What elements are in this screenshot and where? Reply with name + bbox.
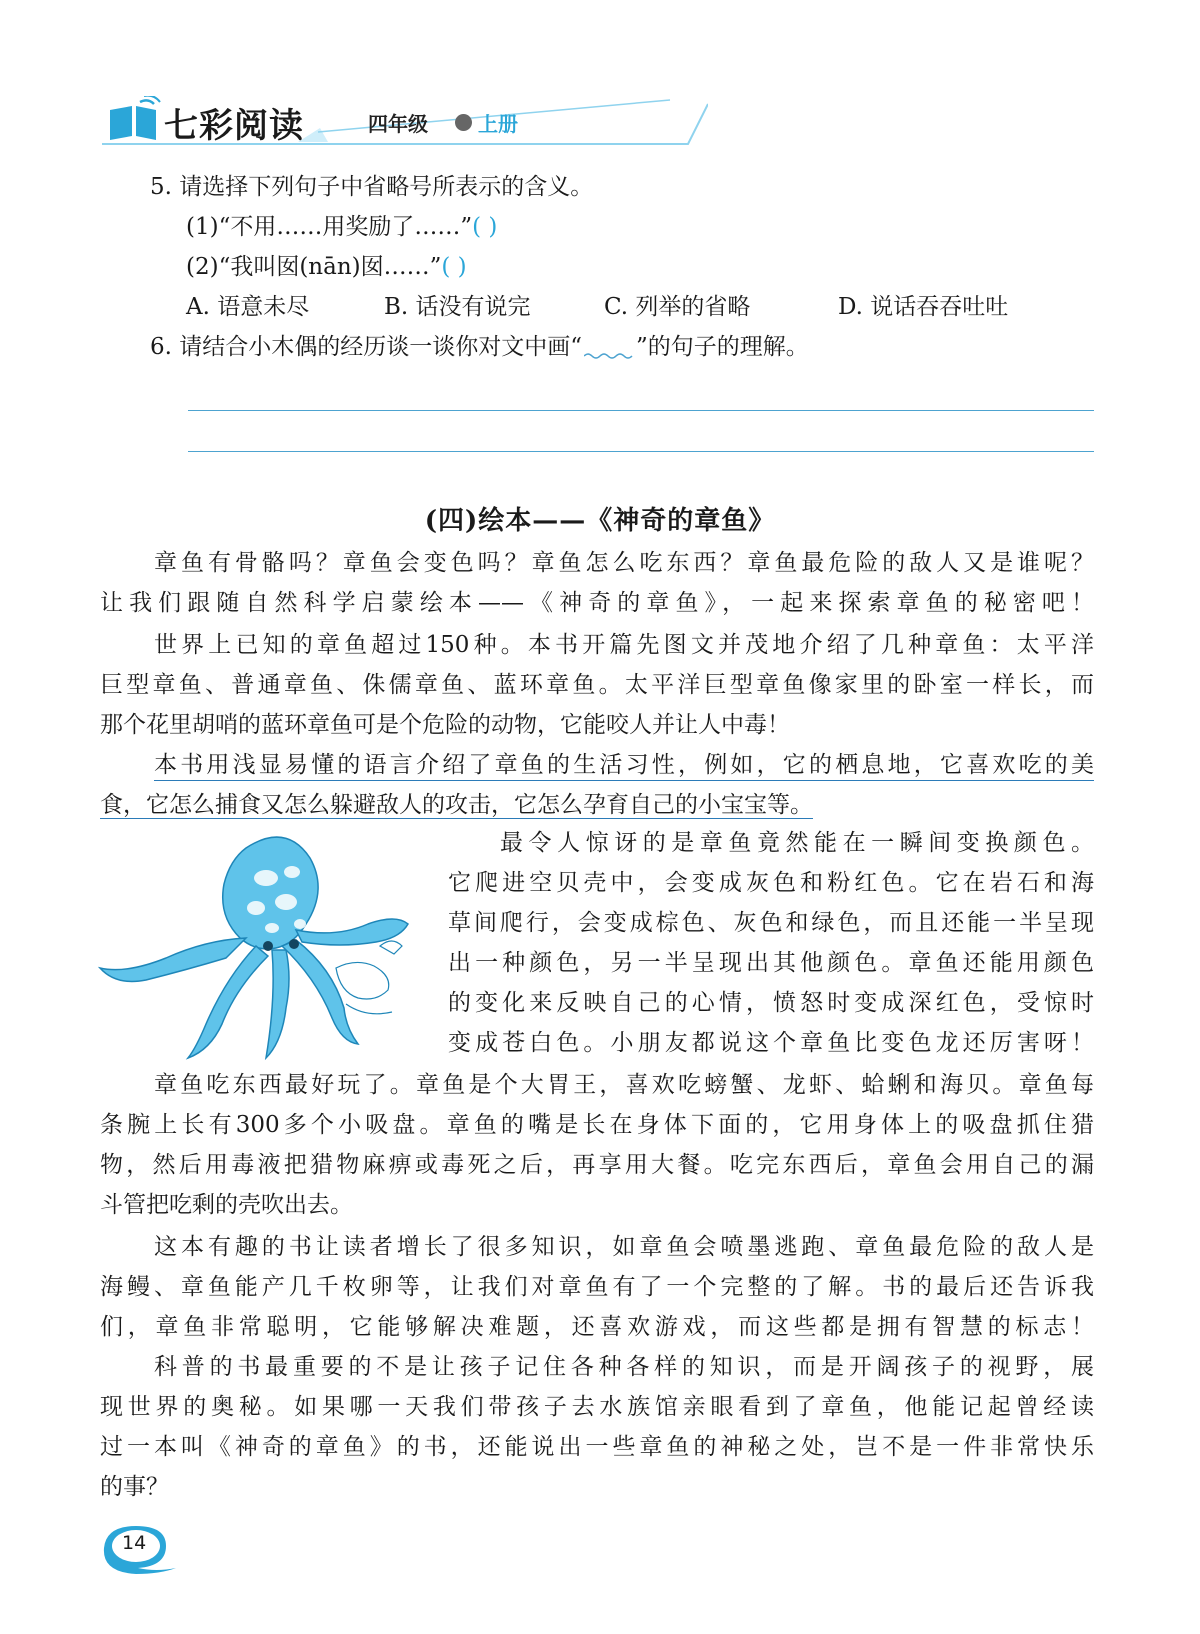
option-c: C. 列举的省略 [604,294,751,320]
passage-line: 现世界的奥秘。如果哪一天我们带孩子去水族馆亲眼看到了章鱼，他能记起曾经读 [100,1394,1094,1420]
question-5-item-1 [186,212,497,242]
passage-line: 草间爬行，会变成棕色、灰色和绿色，而且还能一半呈现 [448,910,1094,936]
passage-line: 让我们跟随自然科学启蒙绘本——《神奇的章鱼》，一起来探索章鱼的秘密吧！ [100,590,1094,616]
underlined-sentence-end: 食，它怎么捕食又怎么躲避敌人的攻击，它怎么孕育自己的小宝宝等。 [100,792,813,818]
passage-line: 章鱼有骨骼吗？章鱼会变色吗？章鱼怎么吃东西？章鱼最危险的敌人又是谁呢？ [154,550,1094,576]
question-6-text-after: ”的句子的理解。 [636,334,809,360]
brand-title: 七彩阅读 [164,106,304,146]
passage-line: 出一种颜色，另一半呈现出其他颜色。章鱼还能用颜色 [448,950,1094,976]
book-icon [106,96,162,144]
question-6-text-before: 6. 请结合小木偶的经历谈一谈你对文中画“ [150,334,583,360]
page-number-badge [100,1522,180,1574]
passage-line: 斗管把吃剩的壳吹出去。 [100,1192,353,1218]
option-a: A. 语意未尽 [186,294,310,320]
option-b: B. 话没有说完 [384,294,531,320]
underlined-sentence-line: 本书用浅显易懂的语言介绍了章鱼的生活习性，例如，它的栖息地，它喜欢吃的美 [154,750,1094,781]
passage-line: 它爬进空贝壳中，会变成灰色和粉红色。它在岩石和海 [448,870,1094,896]
passage-line: 世界上已知的章鱼超过150种。本书开篇先图文并茂地介绍了几种章鱼：太平洋 [154,632,1094,658]
passage-line: 条腕上长有300多个小吸盘。章鱼的嘴是长在身体下面的，它用身体上的吸盘抓住猎 [100,1112,1094,1138]
page-header [98,92,708,154]
answer-line-2[interactable] [188,451,1094,452]
octopus-illustration [96,828,436,1066]
page-number: 14 [122,1532,147,1554]
answer-line-1[interactable] [188,410,1094,411]
answer-paren-1: ( ) [472,214,498,240]
passage-line: 变成苍白色。小朋友都说这个章鱼比变色龙还厉害呀！ [448,1030,1094,1056]
question-5-item-2 [186,252,467,282]
passage-line: 这本有趣的书让读者增长了很多知识，如章鱼会喷墨逃跑、章鱼最危险的敌人是 [154,1234,1094,1260]
passage-line: 章鱼吃东西最好玩了。章鱼是个大胃王，喜欢吃螃蟹、龙虾、蛤蜊和海贝。章鱼每 [154,1072,1094,1098]
question-5-item-1-text: (1)“不用……用奖励了……” [186,214,473,240]
question-5: 5. 请选择下列句子中省略号所表示的含义。 [150,174,594,200]
passage-line: 科普的书最重要的不是让孩子记住各种各样的知识，而是开阔孩子的视野，展 [154,1354,1094,1380]
volume-label: 上册 [478,112,518,136]
passage-line: 海鳗、章鱼能产几千枚卵等，让我们对章鱼有了一个完整的了解。书的最后还告诉我 [100,1274,1094,1300]
wavy-underline-mark [582,334,636,354]
passage-line: 的事？ [100,1474,169,1500]
question-6 [150,332,809,362]
underlined-sentence-line [100,790,1094,820]
passage-line: 巨型章鱼、普通章鱼、侏儒章鱼、蓝环章鱼。太平洋巨型章鱼像家里的卧室一样长，而 [100,672,1094,698]
passage-line: 物，然后用毒液把猎物麻痹或毒死之后，再享用大餐。吃完东西后，章鱼会用自己的漏 [100,1152,1094,1178]
passage-line: 最令人惊讶的是章鱼竟然能在一瞬间变换颜色。 [500,830,1094,856]
passage-line: 们，章鱼非常聪明，它能够解决难题，还喜欢游戏，而这些都是拥有智慧的标志！ [100,1314,1094,1340]
grade-dot [455,114,472,131]
passage-line: 那个花里胡哨的蓝环章鱼可是个危险的动物，它能咬人并让人中毒！ [100,712,790,738]
option-d: D. 说话吞吞吐吐 [838,294,1009,320]
passage-line: 过一本叫《神奇的章鱼》的书，还能说出一些章鱼的神秘之处，岂不是一件非常快乐 [100,1434,1094,1460]
answer-paren-2: ( ) [441,254,467,280]
question-5-item-2-text: (2)“我叫囡(nān)囡……” [186,254,442,280]
grade-label: 四年级 [368,112,428,136]
passage-line: 的变化来反映自己的心情，愤怒时变成深红色，受惊时 [448,990,1094,1016]
passage-title: (四)绘本——《神奇的章鱼》 [424,506,776,536]
